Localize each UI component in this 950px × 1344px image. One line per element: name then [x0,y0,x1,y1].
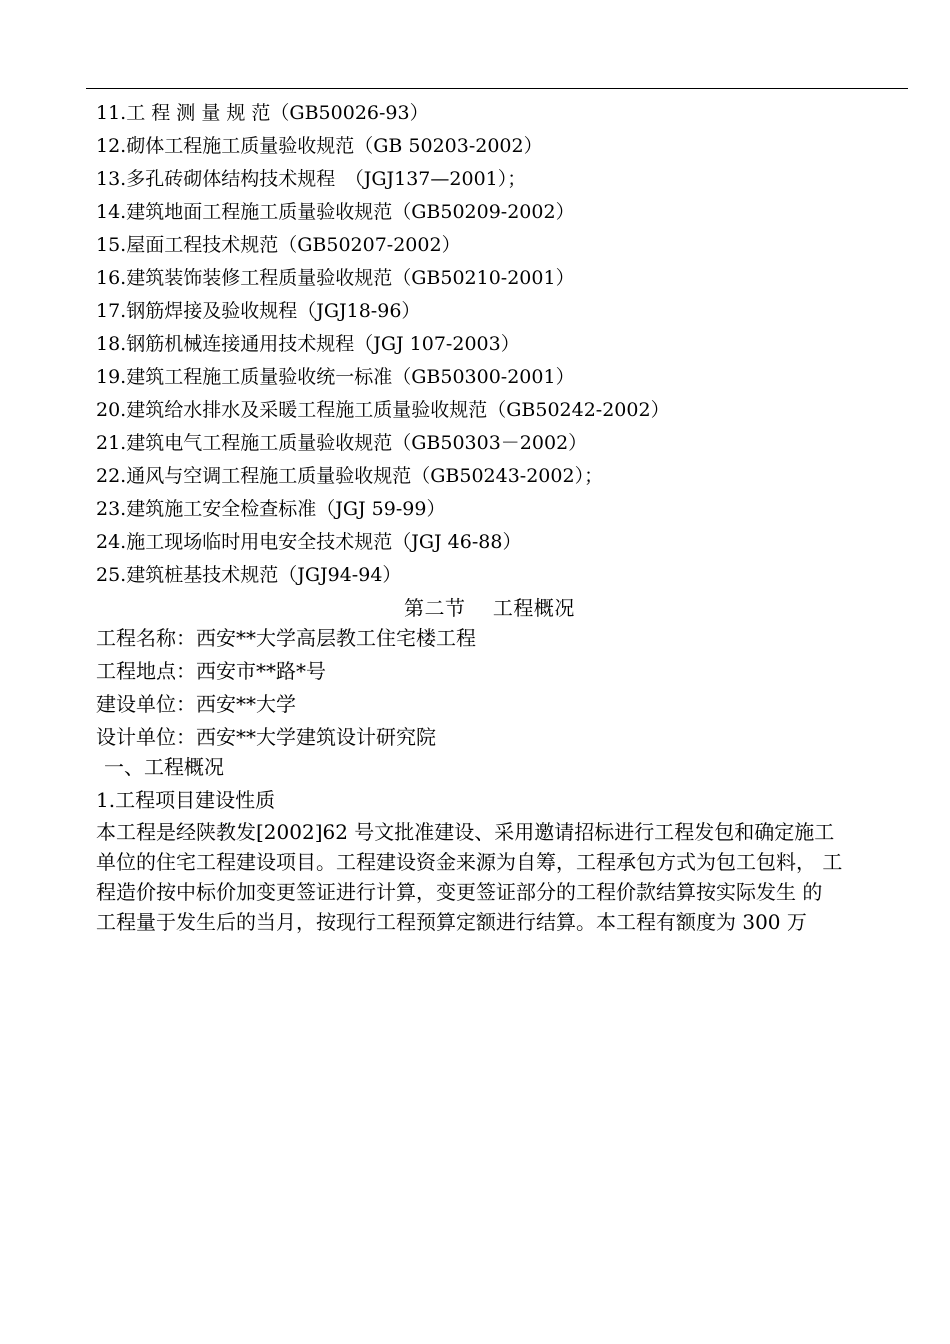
standard-item: 11.工 程 测 量 规 范（GB50026-93） [96,102,429,124]
paragraph-line: 程造价按中标价加变更签证进行计算，变更签证部分的工程价款结算按实际发生 的 [96,880,823,904]
standard-item: 22.通风与空调工程施工质量验收规范（GB50243-2002）； [96,465,604,487]
standard-item: 15.屋面工程技术规范（GB50207-2002） [96,234,461,256]
standards-list [96,97,896,592]
standard-item: 18.钢筋机械连接通用技术规程（JGJ 107-2003） [96,333,520,355]
body-paragraph [96,817,912,937]
standard-item: 24.施工现场临时用电安全技术规范（JGJ 46-88） [96,531,522,553]
section-heading: 第二节 工程概况 [404,596,575,620]
subsection-heading: 一、工程概况 [104,755,224,779]
construction-unit: 建设单位：西安**大学 [96,692,296,716]
standard-item: 25.建筑桩基技术规范（JGJ94-94） [96,564,402,586]
standard-item: 19.建筑工程施工质量验收统一标准（GB50300-2001） [96,366,575,388]
standard-item: 21.建筑电气工程施工质量验收规范（GB50303－2002） [96,432,588,454]
item-heading: 1.工程项目建设性质 [96,788,276,812]
project-location: 工程地点：西安市**路*号 [96,659,326,683]
standard-item: 23.建筑施工安全检查标准（JGJ 59-99） [96,498,446,520]
paragraph-line: 单位的住宅工程建设项目。工程建设资金来源为自筹，工程承包方式为包工包料， 工 [96,850,843,874]
standard-item: 17.钢筋焊接及验收规程（JGJ18-96） [96,300,421,322]
project-name: 工程名称：西安**大学高层教工住宅楼工程 [96,626,476,650]
standard-item: 12.砌体工程施工质量验收规范（GB 50203-2002） [96,135,543,157]
paragraph-line: 工程量于发生后的当月，按现行工程预算定额进行结算。本工程有额度为 300 万 [96,910,807,934]
standard-item: 16.建筑装饰装修工程质量验收规范（GB50210-2001） [96,267,575,289]
paragraph-line: 本工程是经陕教发[2002]62 号文批准建设、采用邀请招标进行工程发包和确定施工 [96,820,835,844]
design-unit: 设计单位：西安**大学建筑设计研究院 [96,725,436,749]
project-info [96,622,916,754]
header-rule [86,88,908,89]
standard-item: 20.建筑给水排水及采暖工程施工质量验收规范（GB50242-2002） [96,399,670,421]
standard-item: 13.多孔砖砌体结构技术规程 （JGJ137—2001）； [96,168,527,190]
standard-item: 14.建筑地面工程施工质量验收规范（GB50209-2002） [96,201,575,223]
